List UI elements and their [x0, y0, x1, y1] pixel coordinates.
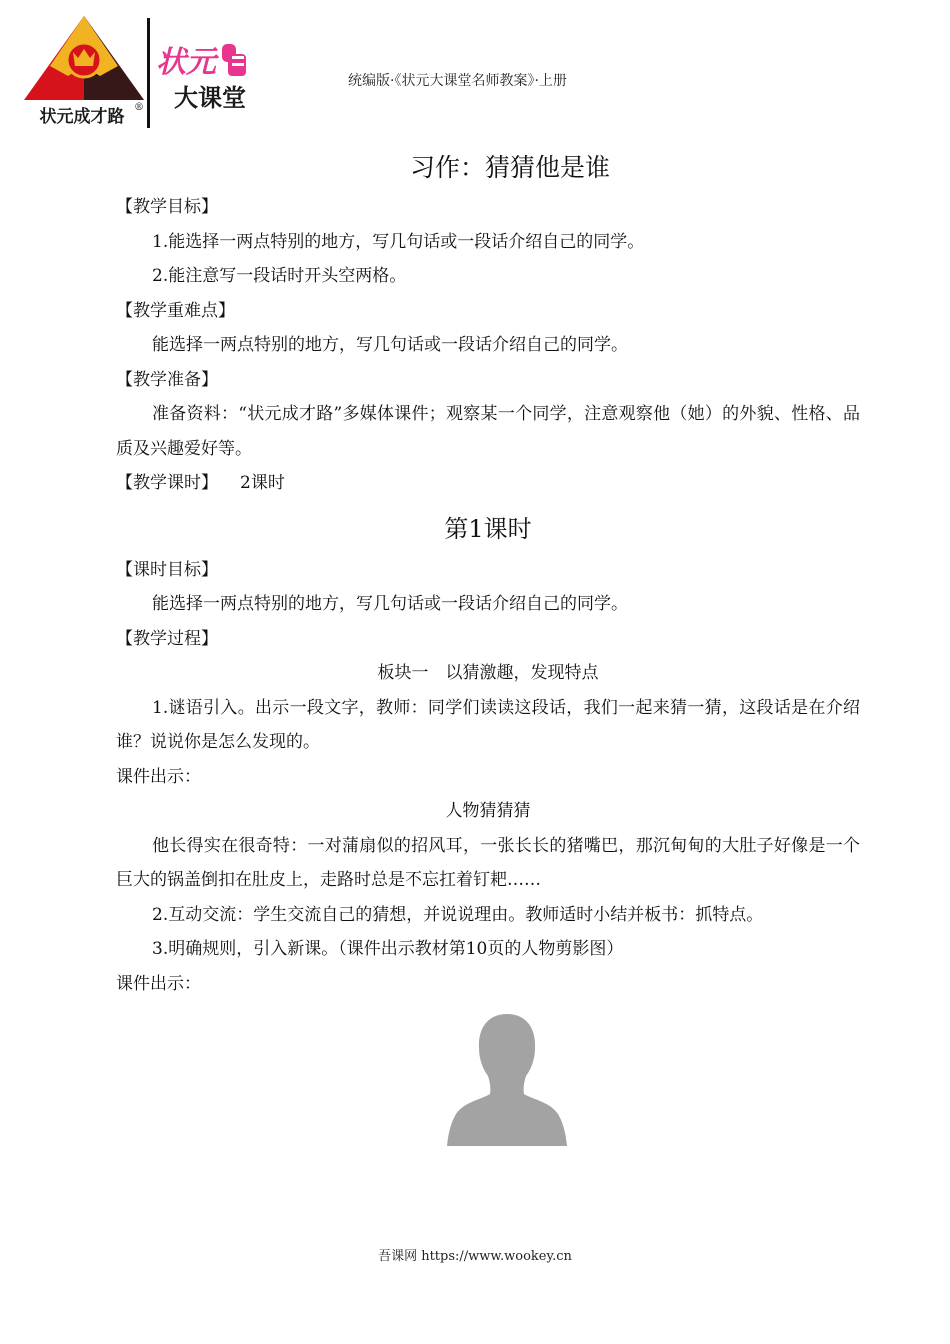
page-header: [0, 0, 950, 140]
logo2-line1: 状元: [156, 45, 216, 80]
header-subtitle: 统编版·《状元大课堂名师教案》·上册: [348, 73, 567, 89]
goal-item: 2.能注意写一段话时开头空两格。: [152, 266, 407, 286]
logo-brand-text: 状元成才路: [39, 107, 125, 127]
lesson-title: 第1课时: [444, 514, 532, 543]
page-title: 习作：猜猜他是谁: [409, 153, 610, 182]
registered-mark: ®: [134, 102, 144, 113]
zhuangyuan-logo: [22, 14, 146, 130]
step-2: 2.互动交流：学生交流自己的猜想，并说说理由。教师适时小结并板书：抓特点。: [152, 904, 764, 925]
person-silhouette-icon: [444, 1010, 570, 1148]
preparation-heading: 【教学准备】: [116, 369, 218, 390]
step-1: 1.谜语引入。出示一段文字，教师：同学们读读这段话，我们一起来猜一猜，这段话是在介绍谁？说说你是怎么发现的。: [116, 697, 860, 752]
key-points-text: 能选择一两点特别的地方，写几句话或一段话介绍自己的同学。: [152, 335, 628, 355]
logo2-line2: 大课堂: [174, 84, 246, 112]
lesson-goal-heading: 【课时目标】: [116, 559, 218, 580]
header-divider: [147, 18, 150, 128]
classroom-logo: [152, 38, 272, 114]
block-title: 板块一 以猜激趣，发现特点: [377, 663, 599, 683]
page-footer: 吾课网 https://www.wookey.cn: [378, 1249, 572, 1264]
preparation-text: 准备资料：“状元成才路”多媒体课件；观察某一个同学，注意观察他（她）的外貌、性格、品质及兴趣爱好等。: [116, 404, 860, 459]
process-heading: 【教学过程】: [116, 628, 218, 649]
thumb-up-icon: [222, 44, 246, 76]
goals-heading: 【教学目标】: [116, 197, 218, 217]
class-hours-line: [116, 466, 860, 501]
class-hours-value: 2课时: [240, 473, 285, 493]
riddle-title: 人物猜猜猜: [445, 801, 531, 821]
courseware-label: 课件出示：: [116, 766, 201, 787]
courseware-label: 课件出示：: [116, 973, 201, 994]
goal-item: 1.能选择一两点特别的地方，写几句话或一段话介绍自己的同学。: [152, 231, 645, 252]
lesson-goal-text: 能选择一两点特别的地方，写几句话或一段话介绍自己的同学。: [152, 594, 628, 614]
key-points-heading: 【教学重难点】: [116, 300, 235, 321]
step-3: 3.明确规则，引入新课。（课件出示教材第10页的人物剪影图）: [152, 939, 624, 959]
document-body: [116, 148, 860, 1001]
class-hours-heading: 【教学课时】: [116, 473, 218, 493]
riddle-text: 他长得实在很奇特：一对蒲扇似的招风耳，一张长长的猪嘴巴，那沉甸甸的大肚子好像是一个巨大的锅盖倒扣在肚皮上，走路时总是不忘扛着钉耙……: [116, 835, 860, 890]
